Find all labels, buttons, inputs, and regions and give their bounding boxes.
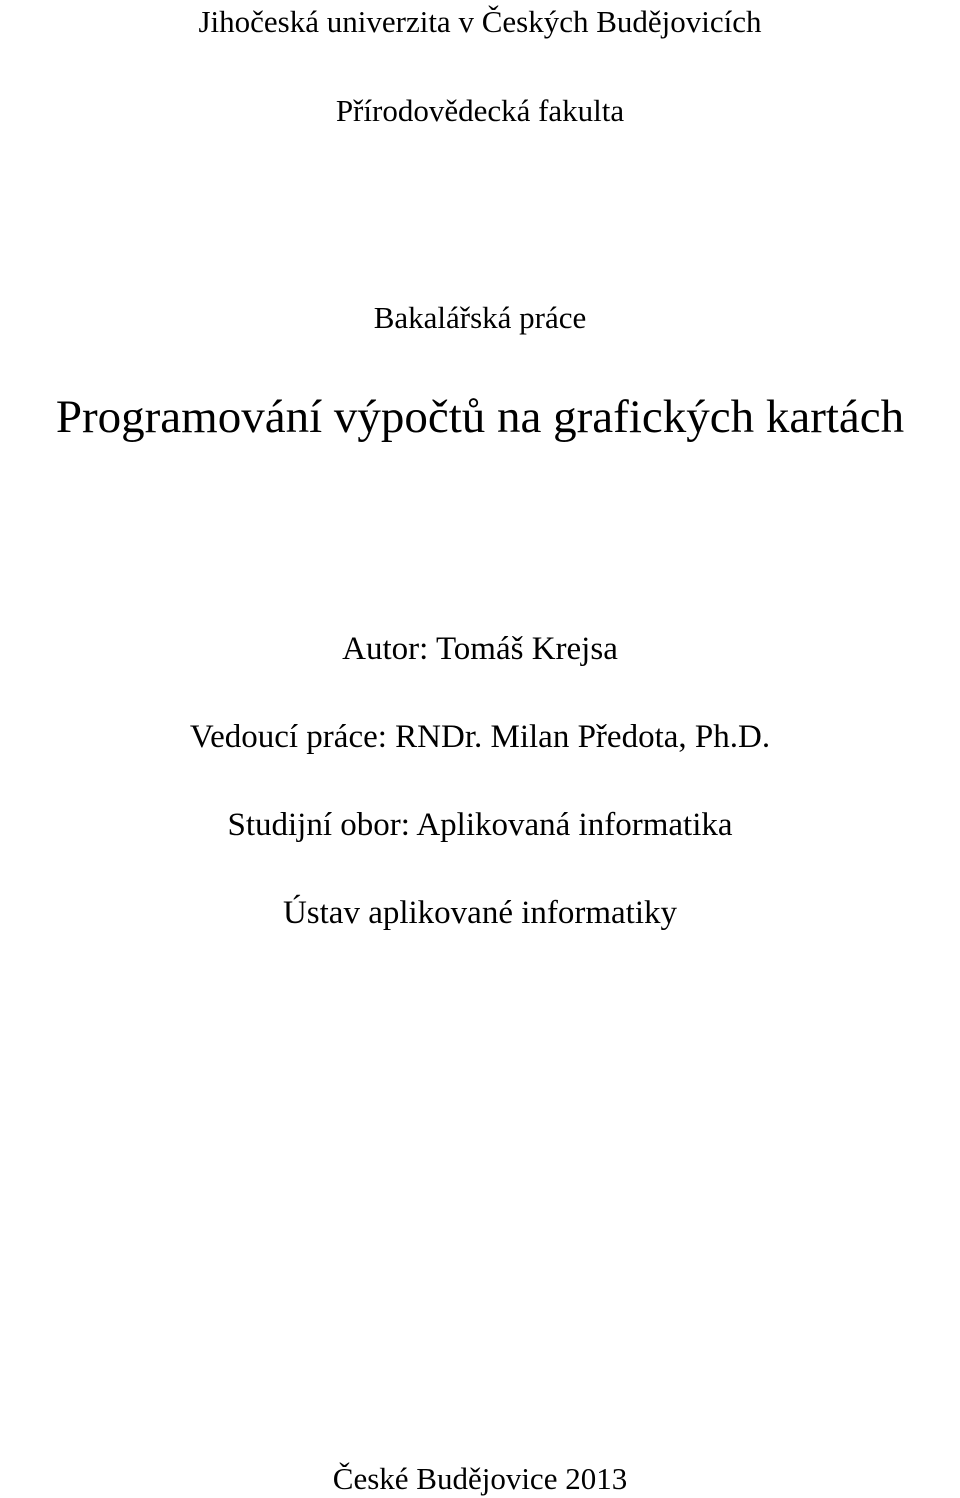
university-name: Jihočeská univerzita v Českých Budějovicích bbox=[198, 4, 762, 39]
thesis-type: Bakalářská práce bbox=[373, 300, 587, 335]
supervisor-line: Vedoucí práce: RNDr. Milan Předota, Ph.D. bbox=[189, 719, 771, 755]
study-field-line: Studijní obor: Aplikovaná informatika bbox=[227, 807, 733, 843]
thesis-title: Programování výpočtů na grafických kartách bbox=[55, 391, 905, 443]
author-line: Autor: Tomáš Krejsa bbox=[342, 631, 618, 667]
place-and-year: České Budějovice 2013 bbox=[332, 1461, 628, 1496]
faculty-name: Přírodovědecká fakulta bbox=[335, 93, 625, 128]
institute-name: Ústav aplikované informatiky bbox=[282, 895, 678, 931]
